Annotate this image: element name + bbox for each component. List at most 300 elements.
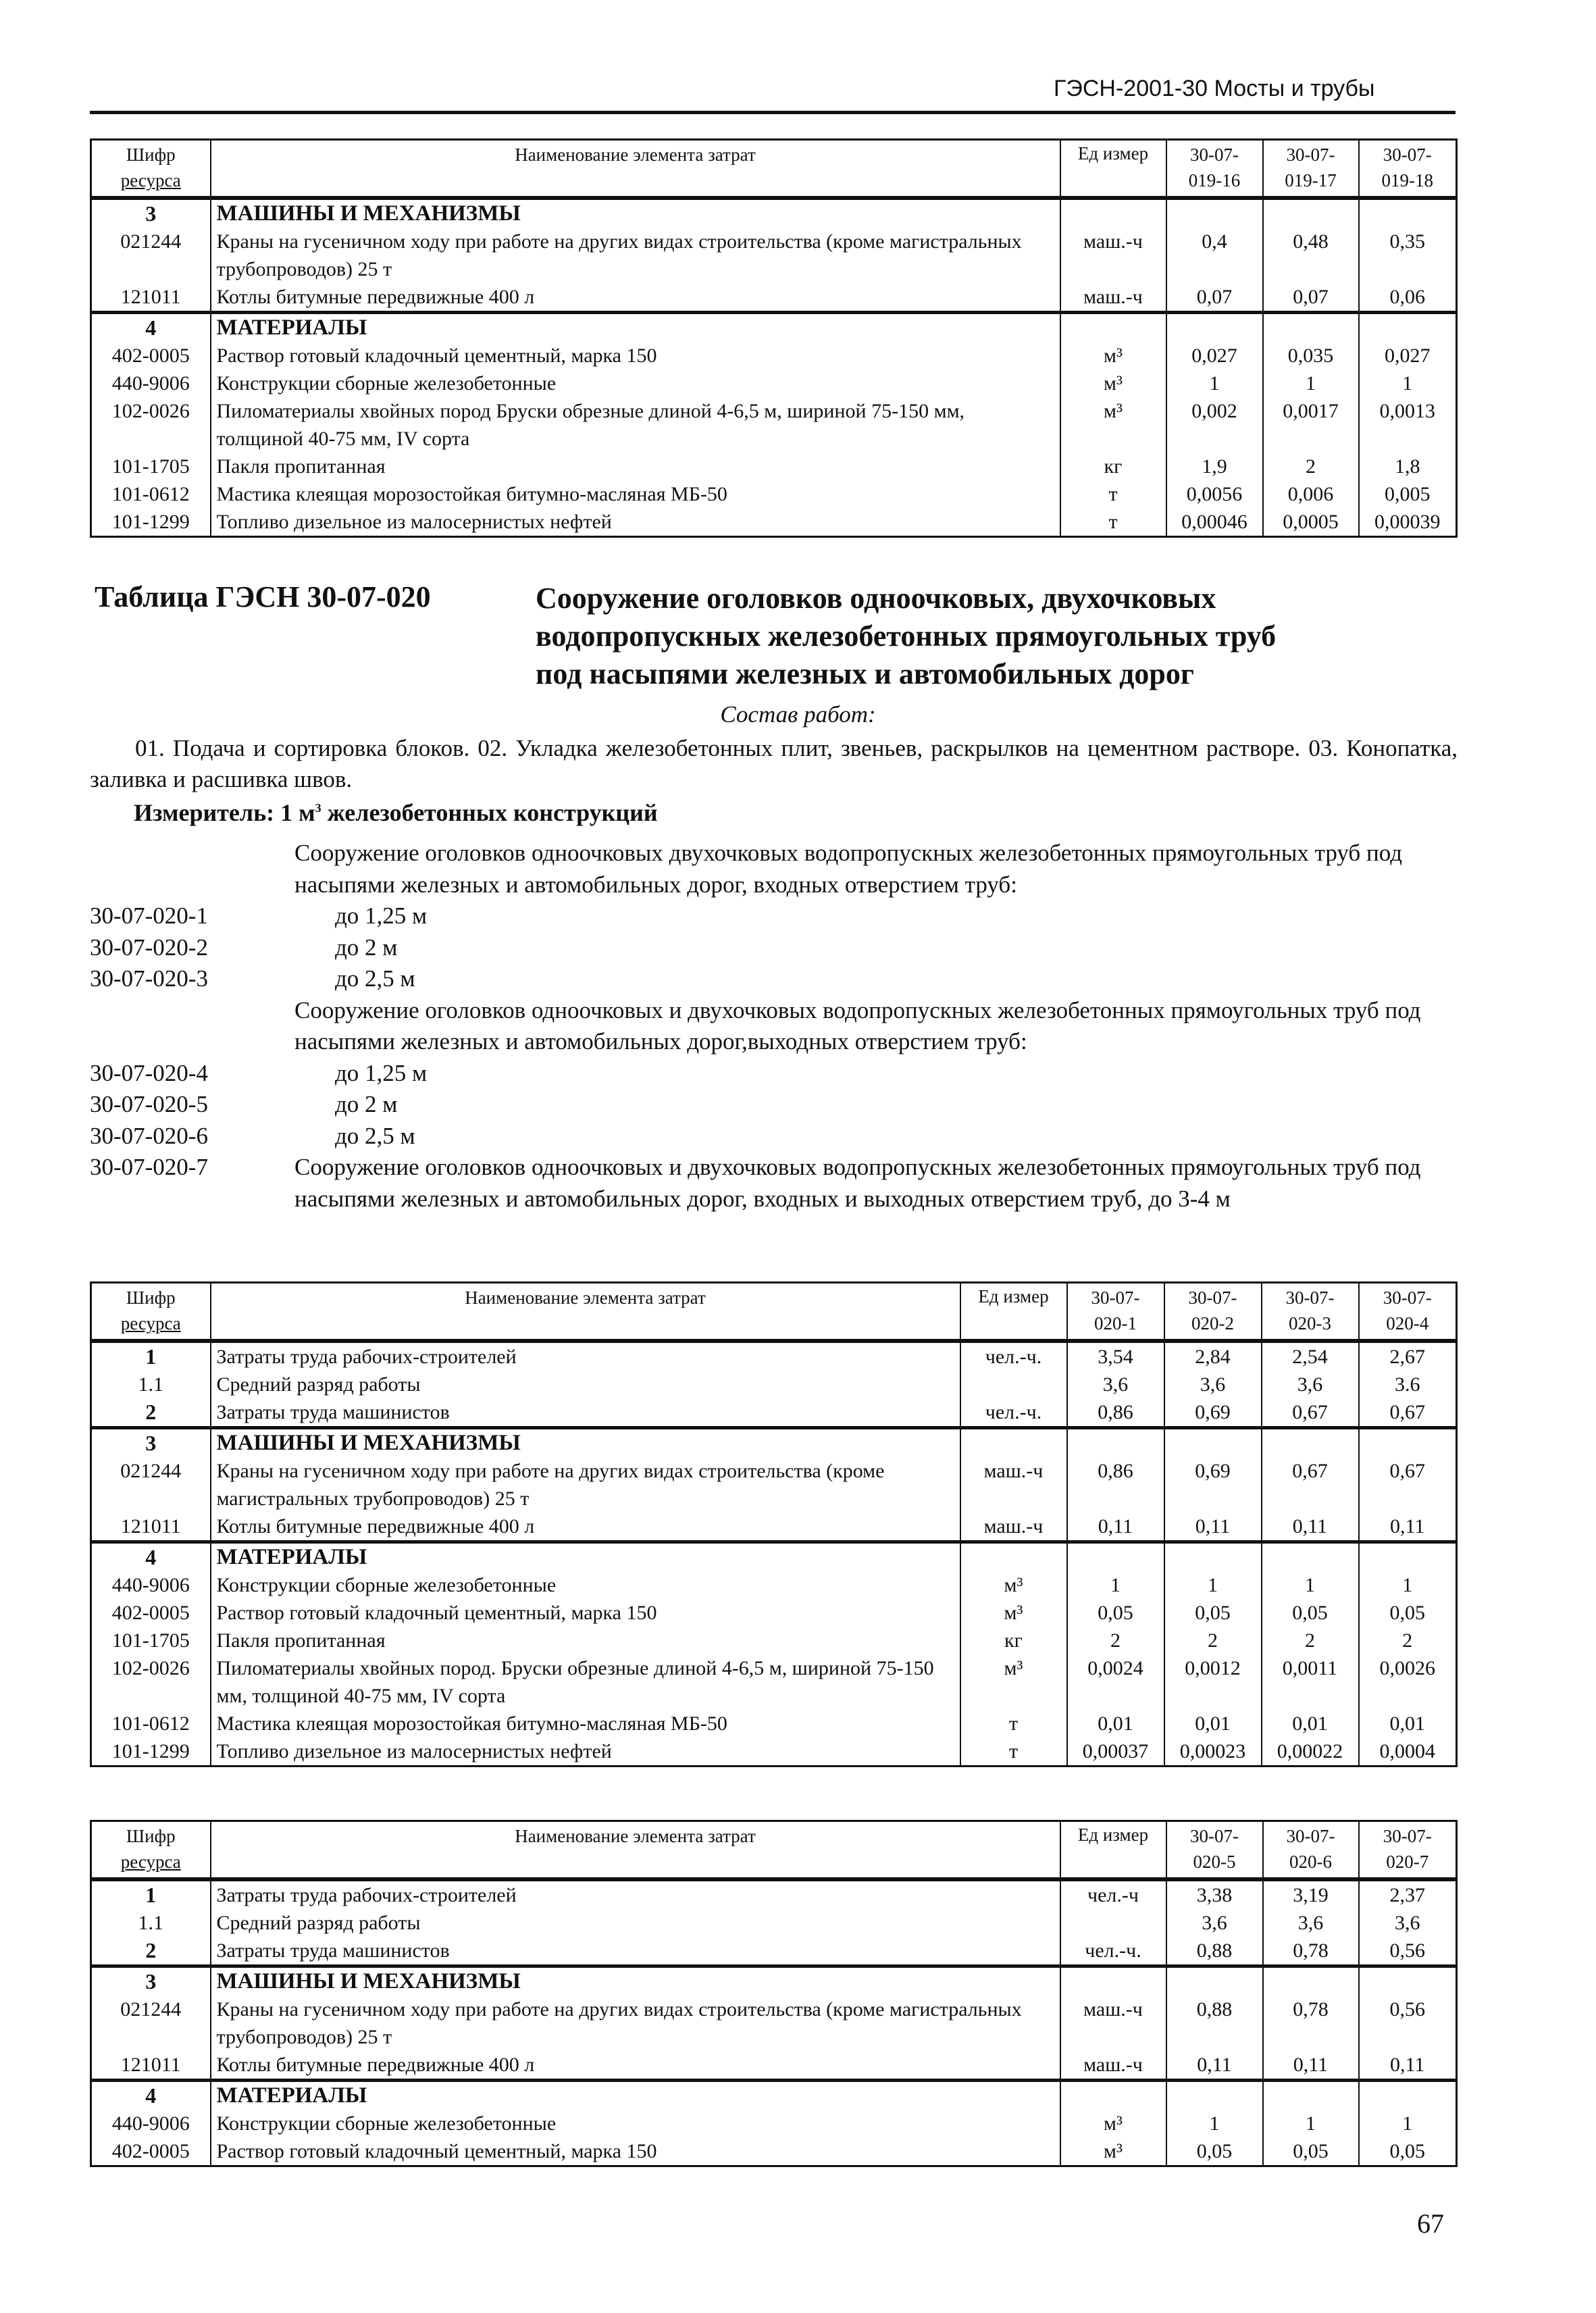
resource-name: Топливо дизельное из малосернистых нефтей xyxy=(211,508,1060,537)
resource-code: 1.1 xyxy=(91,1371,211,1398)
norm-value: 0,88 xyxy=(1166,1996,1263,2051)
norm-item-code: 30-07-020-1 xyxy=(90,903,208,929)
resource-name: Конструкции сборные железобетонные xyxy=(211,2110,1060,2137)
norm-value: 0,0004 xyxy=(1359,1737,1457,1766)
resource-code: 440-9006 xyxy=(91,1571,211,1599)
table-row xyxy=(91,370,1457,397)
norm-value: 0,67 xyxy=(1359,1457,1457,1513)
norm-value: 1,9 xyxy=(1166,453,1263,480)
norm-value: 0,0026 xyxy=(1359,1654,1457,1710)
resource-code: 021244 xyxy=(91,228,211,283)
norm-item-code: 30-07-020-5 xyxy=(90,1091,208,1117)
table-row xyxy=(91,1737,1457,1766)
section-title: МАТЕРИАЛЫ xyxy=(211,313,1060,342)
row-group xyxy=(91,1966,1457,2081)
norm-value: 3,6 xyxy=(1263,1909,1359,1937)
norm-code-line: 019-16 xyxy=(1188,170,1241,190)
norm-value: 0,11 xyxy=(1359,1513,1457,1542)
work-composition-label: Состав работ: xyxy=(720,701,876,728)
norm-value xyxy=(1166,2081,1263,2110)
norm-item-text: Сооружение оголовков одноочковых и двухочковых водопропускных железобетонных прямоугольных труб под насыпями железных и автомобильных дорог, входных и выходных отверстием труб, до 3-4 м xyxy=(294,1154,1421,1212)
row-group xyxy=(91,198,1457,313)
norm-code-line: 019-17 xyxy=(1285,170,1337,190)
section-title: МАШИНЫ И МЕХАНИЗМЫ xyxy=(211,1428,960,1458)
norm-value: 0,69 xyxy=(1164,1457,1262,1513)
norm-code-line: 020-2 xyxy=(1191,1313,1234,1333)
table-row xyxy=(91,397,1457,453)
norm-value: 0,0011 xyxy=(1262,1654,1359,1710)
norm-item-text: до 1,25 м xyxy=(335,1059,428,1086)
norm-value: 0,56 xyxy=(1359,1937,1457,1966)
unit xyxy=(1060,313,1166,342)
meter-suffix: железобетонных конструкций xyxy=(321,799,658,826)
unit: маш.-ч xyxy=(960,1457,1067,1513)
norm-value: 0,69 xyxy=(1164,1398,1262,1428)
table-caption xyxy=(536,580,1414,693)
resource-name: Конструкции сборные железобетонные xyxy=(211,1571,960,1599)
norm-value xyxy=(1262,1428,1359,1458)
unit: маш.-ч xyxy=(1060,228,1166,283)
norm-value: 0,05 xyxy=(1359,1599,1457,1627)
table-row xyxy=(91,508,1457,537)
norm-value: 1 xyxy=(1359,2110,1457,2137)
header-code xyxy=(91,1283,211,1342)
header-code xyxy=(91,1821,211,1880)
caption-line: Сооружение оголовков одноочковых, двухочковых xyxy=(536,582,1216,615)
norm-value: 0,035 xyxy=(1263,342,1359,370)
unit xyxy=(1060,198,1166,228)
norm-value: 0,86 xyxy=(1067,1398,1164,1428)
resource-code: 2 xyxy=(91,1398,211,1428)
norm-code-line: 30-07- xyxy=(1188,1288,1237,1308)
norm-code-line: 30-07- xyxy=(1190,1826,1239,1846)
norm-item xyxy=(90,1089,1461,1121)
norm-value: 0,05 xyxy=(1262,1599,1359,1627)
meter-sup: 3 xyxy=(315,801,321,815)
table-row xyxy=(91,1398,1457,1428)
resource-code: 1.1 xyxy=(91,1909,211,1937)
norm-value: 1,8 xyxy=(1359,453,1457,480)
norm-value: 2 xyxy=(1263,453,1359,480)
unit: чел.-ч. xyxy=(960,1341,1067,1371)
norm-code-line: 020-6 xyxy=(1289,1852,1332,1872)
unit: маш.-ч xyxy=(960,1513,1067,1542)
resource-name: Затраты труда рабочих-строителей xyxy=(211,1341,960,1371)
header-code-line: ресурса xyxy=(120,1313,181,1333)
norm-value xyxy=(1262,1542,1359,1572)
unit: кг xyxy=(960,1627,1067,1654)
table-row xyxy=(91,1341,1457,1371)
resource-code: 402-0005 xyxy=(91,1599,211,1627)
norm-value xyxy=(1359,1428,1457,1458)
norm-value: 0,027 xyxy=(1359,342,1457,370)
resource-code: 4 xyxy=(91,2081,211,2110)
norm-value: 0,88 xyxy=(1166,1937,1263,1966)
norm-item xyxy=(90,1058,1461,1090)
unit: м³ xyxy=(1060,342,1166,370)
row-group xyxy=(91,1542,1457,1766)
resource-name: Средний разряд работы xyxy=(211,1371,960,1398)
norm-value: 0,78 xyxy=(1263,1996,1359,2051)
norm-value: 0,01 xyxy=(1164,1710,1262,1737)
resource-code: 101-1705 xyxy=(91,1627,211,1654)
norm-value: 0,86 xyxy=(1067,1457,1164,1513)
unit: м³ xyxy=(1060,2137,1166,2166)
unit: т xyxy=(960,1737,1067,1766)
resource-name: Котлы битумные передвижные 400 л xyxy=(211,283,1060,313)
unit: м³ xyxy=(1060,2110,1166,2137)
header-name: Наименование элемента затрат xyxy=(211,1821,1060,1880)
norm-code-line: 020-3 xyxy=(1289,1313,1331,1333)
table-row xyxy=(91,1710,1457,1737)
norm-value: 3,6 xyxy=(1067,1371,1164,1398)
norm-item xyxy=(90,1152,1461,1215)
table-row xyxy=(91,2137,1457,2166)
header-code-line: Шифр xyxy=(126,1826,176,1846)
norm-value: 1 xyxy=(1166,370,1263,397)
header-name: Наименование элемента затрат xyxy=(211,140,1060,199)
table-row xyxy=(91,1457,1457,1513)
norm-item-text: до 2,5 м xyxy=(335,965,415,992)
header-norm-code xyxy=(1263,1821,1359,1880)
unit: чел.-ч. xyxy=(1060,1937,1166,1966)
norm-value: 3,19 xyxy=(1263,1879,1359,1909)
resource-code: 021244 xyxy=(91,1996,211,2051)
unit: маш.-ч xyxy=(1060,283,1166,313)
header-norm-code xyxy=(1359,1283,1457,1342)
table-row xyxy=(91,1627,1457,1654)
norm-value: 0,002 xyxy=(1166,397,1263,453)
norm-value: 0,00022 xyxy=(1262,1737,1359,1766)
table-row xyxy=(91,2110,1457,2137)
norm-code-line: 30-07- xyxy=(1286,1826,1335,1846)
work-composition-text: 01. Подача и сортировка блоков. 02. Укладка железобетонных плит, звеньев, раскрылков на цементном растворе. 03. Конопатка, заливка и расшивка швов. xyxy=(90,735,1458,792)
page-number: 67 xyxy=(1417,2208,1444,2239)
norm-code-line: 30-07- xyxy=(1091,1288,1140,1308)
section-row xyxy=(91,1542,1457,1572)
norm-value: 0,78 xyxy=(1263,1937,1359,1966)
header-norm-code xyxy=(1164,1283,1262,1342)
norm-value: 2,37 xyxy=(1359,1879,1457,1909)
header-norm-code xyxy=(1359,140,1457,199)
resource-name: Котлы битумные передвижные 400 л xyxy=(211,1513,960,1542)
resource-code: 3 xyxy=(91,1428,211,1458)
norm-value: 0,0012 xyxy=(1164,1654,1262,1710)
norm-value xyxy=(1263,1966,1359,1996)
resource-name: Пиломатериалы хвойных пород Бруски обрезные длиной 4-6,5 м, шириной 75-150 мм, толщиной 40-75 мм, IV сорта xyxy=(211,397,1060,453)
header-norm-code xyxy=(1067,1283,1164,1342)
header-name: Наименование элемента затрат xyxy=(211,1283,960,1342)
resource-name: Пиломатериалы хвойных пород. Бруски обрезные длиной 4-6,5 м, шириной 75-150 мм, толщиной 40-75 мм, IV сорта xyxy=(211,1654,960,1710)
norm-value: 2 xyxy=(1067,1627,1164,1654)
unit: м³ xyxy=(960,1654,1067,1710)
norm-value xyxy=(1359,198,1457,228)
resource-name: Мастика клеящая морозостойкая битумно-масляная МБ-50 xyxy=(211,1710,960,1737)
row-group xyxy=(91,1341,1457,1428)
norm-code-line: 30-07- xyxy=(1383,145,1432,165)
norm-item-code xyxy=(90,995,294,1058)
meter-prefix: Измеритель: 1 м xyxy=(134,799,315,826)
norm-code-line: 30-07- xyxy=(1286,145,1335,165)
table-row xyxy=(91,1513,1457,1542)
norm-value: 0,11 xyxy=(1067,1513,1164,1542)
norm-item-code: 30-07-020-6 xyxy=(90,1122,208,1149)
norm-value: 0,35 xyxy=(1359,228,1457,283)
unit xyxy=(1060,1909,1166,1937)
resource-name: Затраты труда рабочих-строителей xyxy=(211,1879,1060,1909)
resource-code: 402-0005 xyxy=(91,342,211,370)
resource-name: Средний разряд работы xyxy=(211,1909,1060,1937)
norm-value xyxy=(1166,313,1263,342)
norm-item-text: Сооружение оголовков одноочковых и двухочковых водопропускных железобетонных прямоугольных труб под насыпями железных и автомобильных дорог,выходных отверстием труб: xyxy=(294,996,1421,1054)
norm-value xyxy=(1359,313,1457,342)
norm-item xyxy=(90,900,1461,932)
table-header xyxy=(91,140,1457,199)
unit: чел.-ч. xyxy=(960,1398,1067,1428)
norm-item-code: 30-07-020-2 xyxy=(90,934,208,961)
resource-table-020-5-7 xyxy=(90,1820,1458,2167)
norm-value: 2,67 xyxy=(1359,1341,1457,1371)
resource-code: 440-9006 xyxy=(91,2110,211,2137)
unit: чел.-ч xyxy=(1060,1879,1166,1909)
norm-value: 1 xyxy=(1067,1571,1164,1599)
norm-value: 0,11 xyxy=(1164,1513,1262,1542)
norm-value: 2 xyxy=(1359,1627,1457,1654)
unit: т xyxy=(960,1710,1067,1737)
norm-value xyxy=(1166,1966,1263,1996)
header-norm-code xyxy=(1359,1821,1457,1880)
norm-value: 0,00039 xyxy=(1359,508,1457,537)
table-row xyxy=(91,480,1457,508)
norm-value: 0,0024 xyxy=(1067,1654,1164,1710)
header-norm-code xyxy=(1263,140,1359,199)
running-header: ГЭСН-2001-30 Мосты и трубы xyxy=(1054,76,1375,101)
norm-value: 3,6 xyxy=(1359,1909,1457,1937)
norm-value: 0,05 xyxy=(1166,2137,1263,2166)
table-row xyxy=(91,1909,1457,1937)
norm-value: 2,54 xyxy=(1262,1341,1359,1371)
norm-value: 0,4 xyxy=(1166,228,1263,283)
resource-name: Затраты труда машинистов xyxy=(211,1937,1060,1966)
resource-table-019 xyxy=(90,138,1458,538)
resource-name: Пакля пропитанная xyxy=(211,1627,960,1654)
resource-code: 1 xyxy=(91,1879,211,1909)
norm-value: 0,67 xyxy=(1359,1398,1457,1428)
header-code-line: Шифр xyxy=(126,145,176,165)
norm-value: 0,05 xyxy=(1164,1599,1262,1627)
norm-value: 0,0013 xyxy=(1359,397,1457,453)
norm-value xyxy=(1166,198,1263,228)
resource-name: Пакля пропитанная xyxy=(211,453,1060,480)
resource-code: 121011 xyxy=(91,2051,211,2081)
unit xyxy=(960,1371,1067,1398)
unit xyxy=(960,1428,1067,1458)
norm-items-list xyxy=(90,838,1461,1215)
norm-value: 0,01 xyxy=(1262,1710,1359,1737)
norm-value xyxy=(1067,1428,1164,1458)
header-code-line: Шифр xyxy=(126,1288,176,1308)
resource-name: Топливо дизельное из малосернистых нефтей xyxy=(211,1737,960,1766)
norm-item-text: до 1,25 м xyxy=(335,903,428,929)
unit xyxy=(1060,1966,1166,1996)
norm-value: 0,05 xyxy=(1359,2137,1457,2166)
norm-item-code: 30-07-020-3 xyxy=(90,965,208,992)
resource-code: 3 xyxy=(91,1966,211,1996)
resource-name: Котлы битумные передвижные 400 л xyxy=(211,2051,1060,2081)
resource-code: 2 xyxy=(91,1937,211,1966)
row-group xyxy=(91,313,1457,537)
norm-value: 0,0005 xyxy=(1263,508,1359,537)
unit: м³ xyxy=(1060,397,1166,453)
norm-item-text: Сооружение оголовков одноочковых двухочковых водопропускных железобетонных прямоугольных труб под насыпями железных и автомобильных дорог, входных отверстием труб: xyxy=(294,840,1403,898)
measure-unit xyxy=(134,798,658,827)
row-group xyxy=(91,1428,1457,1542)
table-row xyxy=(91,453,1457,480)
norm-item-code: 30-07-020-7 xyxy=(90,1154,208,1180)
table-row xyxy=(91,1879,1457,1909)
unit: т xyxy=(1060,480,1166,508)
norm-value: 0,11 xyxy=(1166,2051,1263,2081)
header-code-line: ресурса xyxy=(120,170,181,190)
norm-item xyxy=(90,963,1461,995)
norm-value: 1 xyxy=(1166,2110,1263,2137)
norm-value: 0,06 xyxy=(1359,283,1457,313)
norm-value: 3,6 xyxy=(1166,1909,1263,1937)
header-row xyxy=(91,140,1457,199)
resource-code: 402-0005 xyxy=(91,2137,211,2166)
norm-value: 1 xyxy=(1164,1571,1262,1599)
norm-value: 0,0056 xyxy=(1166,480,1263,508)
section-title: МАШИНЫ И МЕХАНИЗМЫ xyxy=(211,1966,1060,1996)
caption-line: водопропускных железобетонных прямоугольных труб xyxy=(536,619,1277,653)
norm-value: 1 xyxy=(1263,2110,1359,2137)
norm-item-text: до 2,5 м xyxy=(335,1122,415,1149)
norm-item-text: до 2 м xyxy=(335,934,398,961)
norm-code-line: 30-07- xyxy=(1383,1826,1432,1846)
table-row xyxy=(91,1996,1457,2051)
section-title: МАТЕРИАЛЫ xyxy=(211,2081,1060,2110)
unit xyxy=(1060,2081,1166,2110)
resource-table-020-1-4 xyxy=(90,1281,1458,1767)
section-title: МАТЕРИАЛЫ xyxy=(211,1542,960,1572)
resource-name: Мастика клеящая морозостойкая битумно-масляная МБ-50 xyxy=(211,480,1060,508)
norm-value: 1 xyxy=(1263,370,1359,397)
norm-value xyxy=(1359,1542,1457,1572)
row-group xyxy=(91,1879,1457,1966)
table-row xyxy=(91,1599,1457,1627)
norm-value: 3,54 xyxy=(1067,1341,1164,1371)
norm-value: 3,6 xyxy=(1262,1371,1359,1398)
norm-value: 0,05 xyxy=(1263,2137,1359,2166)
norm-value: 0,005 xyxy=(1359,480,1457,508)
resource-code: 101-1299 xyxy=(91,1737,211,1766)
header-norm-code xyxy=(1262,1283,1359,1342)
resource-code: 4 xyxy=(91,1542,211,1572)
resource-code: 021244 xyxy=(91,1457,211,1513)
norm-value: 1 xyxy=(1262,1571,1359,1599)
norm-item xyxy=(90,995,1461,1058)
resource-name: Конструкции сборные железобетонные xyxy=(211,370,1060,397)
norm-code-line: 020-4 xyxy=(1386,1313,1429,1333)
unit: кг xyxy=(1060,453,1166,480)
table-row xyxy=(91,342,1457,370)
header-unit: Ед измер xyxy=(1060,140,1166,199)
norm-value xyxy=(1164,1542,1262,1572)
norm-code-line: 019-18 xyxy=(1381,170,1433,190)
norm-item xyxy=(90,1121,1461,1152)
section-row xyxy=(91,1428,1457,1458)
norm-value: 2,84 xyxy=(1164,1341,1262,1371)
resource-code: 101-1705 xyxy=(91,453,211,480)
norm-value: 0,00046 xyxy=(1166,508,1263,537)
norm-code-line: 30-07- xyxy=(1190,145,1239,165)
table-row xyxy=(91,1937,1457,1966)
norm-code-line: 30-07- xyxy=(1285,1288,1335,1308)
unit: маш.-ч xyxy=(1060,1996,1166,2051)
norm-item xyxy=(90,838,1461,900)
section-row xyxy=(91,313,1457,342)
norm-value: 0,01 xyxy=(1359,1710,1457,1737)
resource-code: 121011 xyxy=(91,283,211,313)
norm-code-line: 020-1 xyxy=(1094,1313,1137,1333)
norm-value xyxy=(1263,313,1359,342)
norm-value: 0,00037 xyxy=(1067,1737,1164,1766)
norm-value xyxy=(1359,1966,1457,1996)
resource-code: 121011 xyxy=(91,1513,211,1542)
norm-item-text: до 2 м xyxy=(335,1091,398,1117)
unit xyxy=(960,1542,1067,1572)
norm-value: 3,6 xyxy=(1164,1371,1262,1398)
header-code xyxy=(91,140,211,199)
resource-name: Краны на гусеничном ходу при работе на других видах строительства (кроме магистральных трубопроводов) 25 т xyxy=(211,228,1060,283)
resource-code: 440-9006 xyxy=(91,370,211,397)
norm-item-code xyxy=(90,838,294,900)
table-label: Таблица ГЭСН 30-07-020 xyxy=(95,580,431,613)
norm-code-line: 020-7 xyxy=(1386,1852,1429,1872)
header-norm-code xyxy=(1166,1821,1263,1880)
header-row xyxy=(91,1283,1457,1342)
header-row xyxy=(91,1821,1457,1880)
norm-value xyxy=(1263,2081,1359,2110)
table-row xyxy=(91,2051,1457,2081)
unit: м³ xyxy=(1060,370,1166,397)
header-rule xyxy=(90,111,1456,114)
unit: м³ xyxy=(960,1599,1067,1627)
caption-line: под насыпями железных и автомобильных дорог xyxy=(536,657,1194,690)
resource-name: Раствор готовый кладочный цементный, марка 150 xyxy=(211,342,1060,370)
norm-item-code: 30-07-020-4 xyxy=(90,1059,208,1086)
resource-code: 101-0612 xyxy=(91,480,211,508)
resource-name: Затраты труда машинистов xyxy=(211,1398,960,1428)
norm-value: 0,0017 xyxy=(1263,397,1359,453)
unit: маш.-ч xyxy=(1060,2051,1166,2081)
norm-value: 0,11 xyxy=(1263,2051,1359,2081)
norm-code-line: 30-07- xyxy=(1383,1288,1432,1308)
resource-code: 4 xyxy=(91,313,211,342)
norm-value: 0,67 xyxy=(1262,1398,1359,1428)
norm-value: 0,11 xyxy=(1359,2051,1457,2081)
norm-value: 0,67 xyxy=(1262,1457,1359,1513)
norm-value: 1 xyxy=(1359,370,1457,397)
resource-code: 101-0612 xyxy=(91,1710,211,1737)
table-row xyxy=(91,283,1457,313)
norm-value: 0,11 xyxy=(1262,1513,1359,1542)
resource-code: 1 xyxy=(91,1341,211,1371)
norm-value: 0,006 xyxy=(1263,480,1359,508)
section-title: МАШИНЫ И МЕХАНИЗМЫ xyxy=(211,198,1060,228)
norm-value: 0,05 xyxy=(1067,1599,1164,1627)
table-header xyxy=(91,1283,1457,1342)
